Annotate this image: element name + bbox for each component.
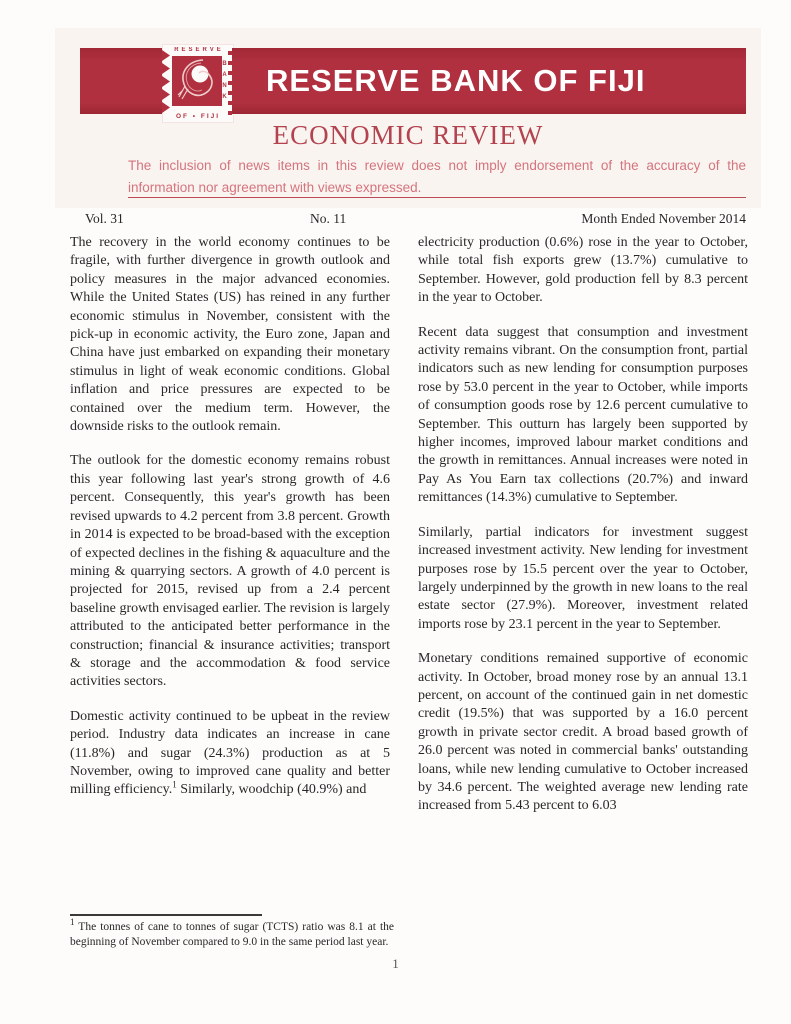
volume-label: Vol. 31 [85,211,124,226]
paragraph-text: Domestic activity continued to be upbeat in the review period. Industry data indicates an increase in cane (11.8%) and sugar (24.3%) production as at 5 November, owing to improved cane quality and better milling efficiency. [70,708,390,798]
issue-meta-row [0,211,791,231]
page-number: 1 [392,956,399,971]
stamp-top-label: RESERVE [174,47,224,53]
footnote-divider [70,914,262,916]
paragraph-consumption: Recent data suggest that consumption and investment activity remains vibrant. On the consumption front, partial indicators such as new lending for consumption purposes rose by 53.0 percent in the year to October, while imports of consumption goods rose by 12.6 percent cumulative to September. This outturn has largely been supported by higher incomes, improved labour market conditions and the growth in remittances. Annual increases were noted in Pay As You Earn tax collections (20.7%) and inward remittances (14.3%) cumulative to September. [418,324,748,506]
issue-number-label: No. 11 [310,211,347,226]
disclaimer-text: The inclusion of news items in this review does not imply endorsement of the accuracy of the information nor agreement with views expressed. [128,158,746,196]
footnote-body: The tonnes of cane to tonnes of sugar (TCTS) ratio was 8.1 at the beginning of November compared to 9.0 in the same period last year. [70,921,394,948]
footnote [70,914,394,950]
stamp-perforation-left-icon [162,49,171,122]
tabua-emblem-icon [172,56,222,111]
header-zone [55,28,761,208]
paragraph-domestic-activity [70,708,390,800]
paragraph-world-economy: The recovery in the world economy continues to be fragile, with further divergence in growth outlook and policy measures in the major advanced economies. While the United States (US) has reined in any further economic stimulus in November, consistent with the pick-up in economic activity, the Euro zone, Japan and China have just embarked on expanding their monetary stimulus in light of weak economic conditions. Global inflation and price pressures are expected to be contained over the medium term. However, the downside risks to the outlook remain. [70,235,390,435]
bank-name-banner [232,48,746,114]
publication-title: ECONOMIC REVIEW [272,120,544,150]
footnote-reference: 1 [172,779,177,790]
paragraph-domestic-outlook: The outlook for the domestic economy remains robust this year following last year's strong growth of 4.6 percent. Consequently, this year's growth has been revised upwards to 4.2 percent from 3.8 percent. Growth in 2014 is expected to be broad-based with the exception of expected declines in the fishing & aquaculture and the mining & quarrying sectors. A growth of 4.0 percent is projected for 2015, revised up from a 2.4 percent baseline growth envisaged earlier. The revision is largely attributed to the anticipated better performance in the construction; financial & insurance activities; transport & storage and the accommodation & food service activities sectors. [70,453,390,690]
period-label: Month Ended November 2014 [581,211,746,226]
stamp-bottom-label: OF • FIJI [175,113,221,120]
stamp-side-label: BANK [222,61,227,100]
footnote-marker: 1 [70,917,75,928]
paragraph-text: Similarly, woodchip (40.9%) and [176,782,367,798]
paragraph-monetary-conditions: Monetary conditions remained supportive of economic activity. In October, broad money rose by an annual 13.1 percent, on account of the continued gain in net domestic credit (19.5%) that was supported by a 16.0 percent growth in private sector credit. A broad based growth of 26.0 percent was noted in commercial banks' outstanding loans, while new lending cumulative to October increased by 34.6 percent. The weighted average new lending rate increased from 5.43 percent to 6.03 [418,651,748,814]
banner-left-block [80,48,163,114]
left-column [70,234,390,816]
rbf-logo-stamp [163,45,233,122]
bank-name: RESERVE BANK OF FIJI [266,63,646,98]
right-column [418,234,748,832]
paragraph-production: electricity production (0.6%) rose in the year to October, while total fish exports grew (13.7%) cumulative to September. However, gold production fell by 8.3 percent in the year to October. [418,235,748,306]
footnote-text [70,917,394,950]
header-divider [128,197,746,198]
paragraph-investment: Similarly, partial indicators for investment suggest increased investment activity. New lending for investment purposes rose by 15.5 percent over the year to October, largely underpinned by the growth in new loans to the real estate sector (27.9%). Moreover, investment related imports rose by 23.1 percent in the year to September. [418,524,748,632]
